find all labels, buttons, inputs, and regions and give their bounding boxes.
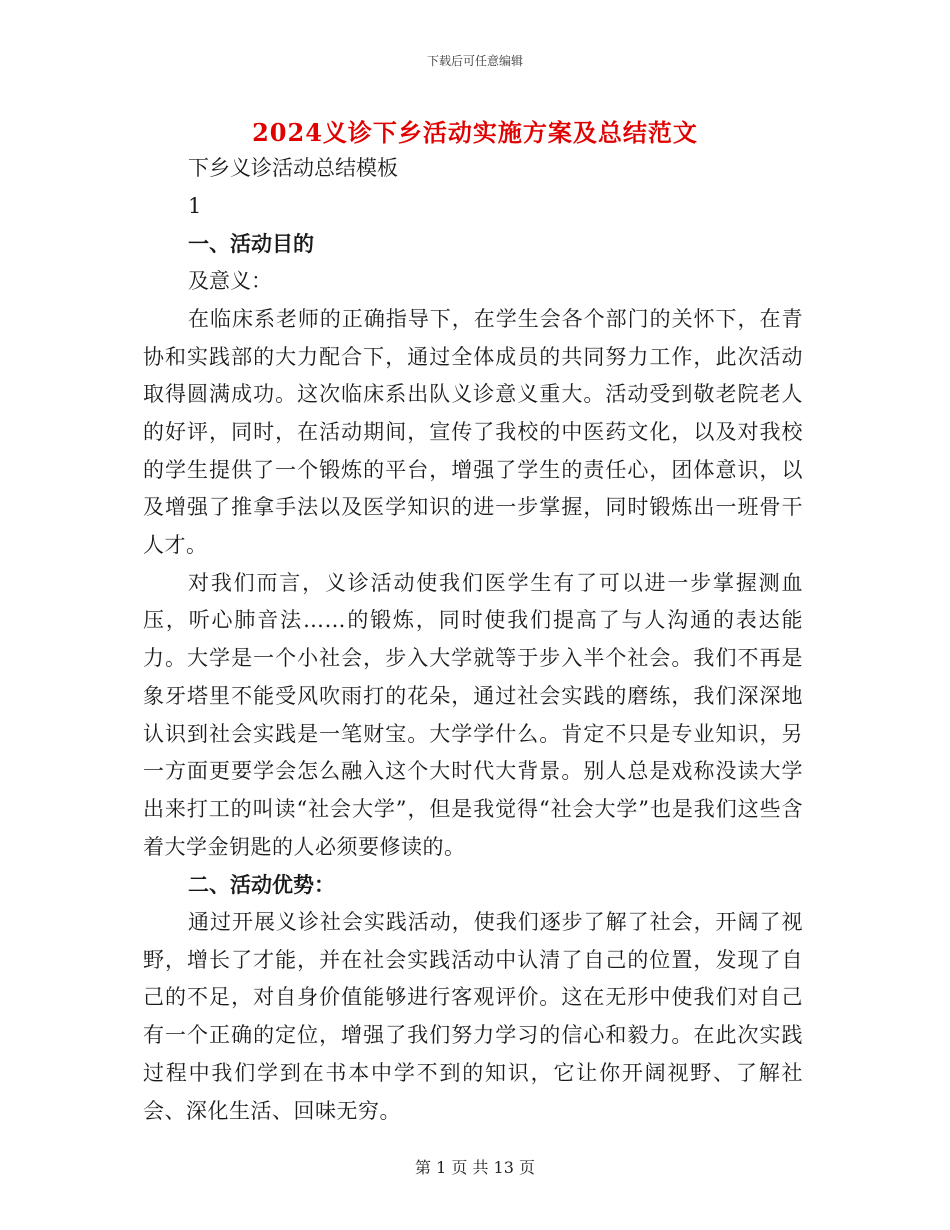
document-title: 2024义诊下乡活动实施方案及总结范文 [252,118,698,147]
page-footer: 第 1 页 共 13 页 [415,1158,535,1177]
section1-paragraph1: 在临床系老师的正确指导下，在学生会各个部门的关怀下，在青协和实践部的大力配合下，通过全体成员的共同努力工作，此次活动取得圆满成功。这次临床系出队义诊意义重大。活动受到敬老院老人的好评，同时，在活动期间，宣传了我校的中医药文化，以及对我校的学生提供了一个锻炼的平台，增强了学生的责任心，团体意识，以及增强了推拿手法以及医学知识的进一步掌握，同时锻炼出一班骨干人才。 [143,306,803,558]
section1-subheading: 及意义： [188,269,272,294]
item-number: 1 [188,193,202,218]
header-note: 下载后可任意编辑 [426,54,523,68]
section1-paragraph2: 对我们而言，义诊活动使我们医学生有了可以进一步掌握测血压，听心肺音法……的锻炼，同时使我们提高了与人沟通的表达能力。大学是一个小社会，步入大学就等于步入半个社会。我们不再是象牙塔里不能受风吹雨打的花朵，通过社会实践的磨练，我们深深地认识到社会实践是一笔财宝。大学学什么。肯定不只是专业知识，另一方面更要学会怎么融入这个大时代大背景。别人总是戏称没读大学出来打工的叫读“社会大学”，但是我觉得“社会大学”也是我们这些含着大学金钥匙的人必须要修读的。 [143,570,803,859]
document-body [143,150,803,1130]
section2-heading: 二、活动优势： [188,872,335,898]
section2-paragraph1: 通过开展义诊社会实践活动，使我们逐步了解了社会，开阔了视野，增长了才能，并在社会实践活动中认清了自己的位置，发现了自己的不足，对自身价值能够进行客观评价。这在无形中使我们对自己有一个正确的定位，增强了我们努力学习的信心和毅力。在此次实践过程中我们学到在书本中学不到的知识，它让你开阔视野、了解社会、深化生活、回味无穷。 [143,910,803,1123]
subtitle: 下乡义诊活动总结模板 [188,156,398,180]
section1-heading: 一、活动目的 [188,231,314,257]
